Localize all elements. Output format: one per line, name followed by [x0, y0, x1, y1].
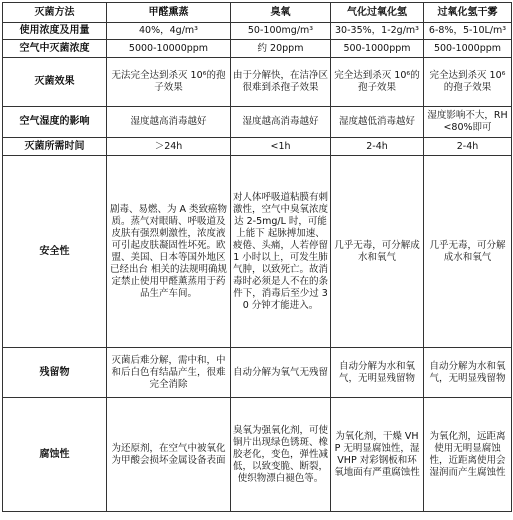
cell-ozone: <1h: [231, 138, 331, 156]
row-time: [3, 138, 512, 156]
cell-formaldehyde: 灭菌后难分解，需中和，中和后白色有结晶产生，很难完全消除: [107, 348, 231, 398]
row-residue: [3, 348, 512, 398]
row-effect: [3, 58, 512, 107]
cell-vhp: 完全达到杀灭 10⁶的孢子效果: [331, 58, 424, 107]
cell-ozone: 对人体呼吸道粘膜有刺激性，空气中臭氧浓度达 2-5mg/L 时，可能上能下 起脉搏加速、疲倦、头痛，人若停留 1 小时以上，可发生肺气肿，以致死亡。故消毒时必须是人不在的条件下，消毒后至少过 30 分钟才能进入。: [231, 156, 331, 348]
header-ozone: 臭氧: [231, 3, 331, 23]
cell-dry-fog: 2-4h: [424, 138, 512, 156]
row-label: 空气中灭菌浓度: [3, 40, 107, 58]
row-safety: [3, 156, 512, 348]
header-row: [3, 3, 512, 23]
cell-formaldehyde: 40%，4g/m³: [107, 23, 231, 40]
cell-vhp: 湿度越低消毒越好: [331, 107, 424, 138]
cell-ozone: 约 20ppm: [231, 40, 331, 58]
cell-vhp: 500-1000ppm: [331, 40, 424, 58]
header-vhp: 气化过氧化氢: [331, 3, 424, 23]
cell-dry-fog: 6-8%，5-10L/m³: [424, 23, 512, 40]
cell-vhp: 自动分解为水和氧气，无明显残留物: [331, 348, 424, 398]
row-label: 安全性: [3, 156, 107, 348]
comparison-table: [2, 2, 512, 512]
cell-dry-fog: 自动分解为水和氧气，无明显残留物: [424, 348, 512, 398]
cell-vhp: 为氧化剂，干燥 VHP 无明显腐蚀性，湿 VHP 对彩钢板和环氧地面有严重腐蚀性: [331, 398, 424, 512]
row-label: 使用浓度及用量: [3, 23, 107, 40]
header-dry-fog: 过氧化氢干雾: [424, 3, 512, 23]
cell-dry-fog: 几乎无毒，可分解成水和氧气: [424, 156, 512, 348]
row-label: 灭菌所需时间: [3, 138, 107, 156]
cell-formaldehyde: 剧毒、易燃、为 A 类致癌物质。蒸气对眼睛、呼吸道及皮肤有强烈刺激性，浓度液可引起皮肤凝固性坏死。欧盟、美国、日本等国外地区已经出台 相关的法规明确规定禁止使用甲醛薰蒸用于药品生产车间。: [107, 156, 231, 348]
cell-vhp: 30-35%，1-2g/m³: [331, 23, 424, 40]
cell-formaldehyde: 5000-10000ppm: [107, 40, 231, 58]
row-label: 残留物: [3, 348, 107, 398]
cell-ozone: 自动分解为氧气无残留: [231, 348, 331, 398]
cell-formaldehyde: 无法完全达到杀灭 10⁶的孢子效果: [107, 58, 231, 107]
cell-dry-fog: 500-1000ppm: [424, 40, 512, 58]
cell-ozone: 50-100mg/m³: [231, 23, 331, 40]
cell-vhp: 几乎无毒，可分解成水和氧气: [331, 156, 424, 348]
row-label: 空气湿度的影响: [3, 107, 107, 138]
cell-formaldehyde: 为还原剂，在空气中被氧化为甲酸会损坏金属设备表面: [107, 398, 231, 512]
cell-formaldehyde: 湿度越高消毒越好: [107, 107, 231, 138]
row-air-concentration: [3, 40, 512, 58]
header-formaldehyde: 甲醛熏蒸: [107, 3, 231, 23]
cell-vhp: 2-4h: [331, 138, 424, 156]
cell-ozone: 由于分解快，在洁净区很难到杀孢子效果: [231, 58, 331, 107]
row-label: 灭菌效果: [3, 58, 107, 107]
cell-dry-fog: 完全达到杀灭 10⁶的孢子效果: [424, 58, 512, 107]
row-humidity: [3, 107, 512, 138]
header-method: 灭菌方法: [3, 3, 107, 23]
cell-dry-fog: 为氧化剂，远距离使用无明显腐蚀性，近距离使用会湿润而产生腐蚀性: [424, 398, 512, 512]
cell-formaldehyde: ＞24h: [107, 138, 231, 156]
row-label: 腐蚀性: [3, 398, 107, 512]
cell-ozone: 臭氧为强氧化剂，可使铜片出现绿色锈斑、橡胶老化，变色，弹性减低，以致变脆、断裂，使织物漂白褪色等。: [231, 398, 331, 512]
cell-ozone: 湿度越高消毒越好: [231, 107, 331, 138]
row-usage: [3, 23, 512, 40]
cell-dry-fog: 湿度影响不大，RH<80%即可: [424, 107, 512, 138]
row-corrosion: [3, 398, 512, 512]
